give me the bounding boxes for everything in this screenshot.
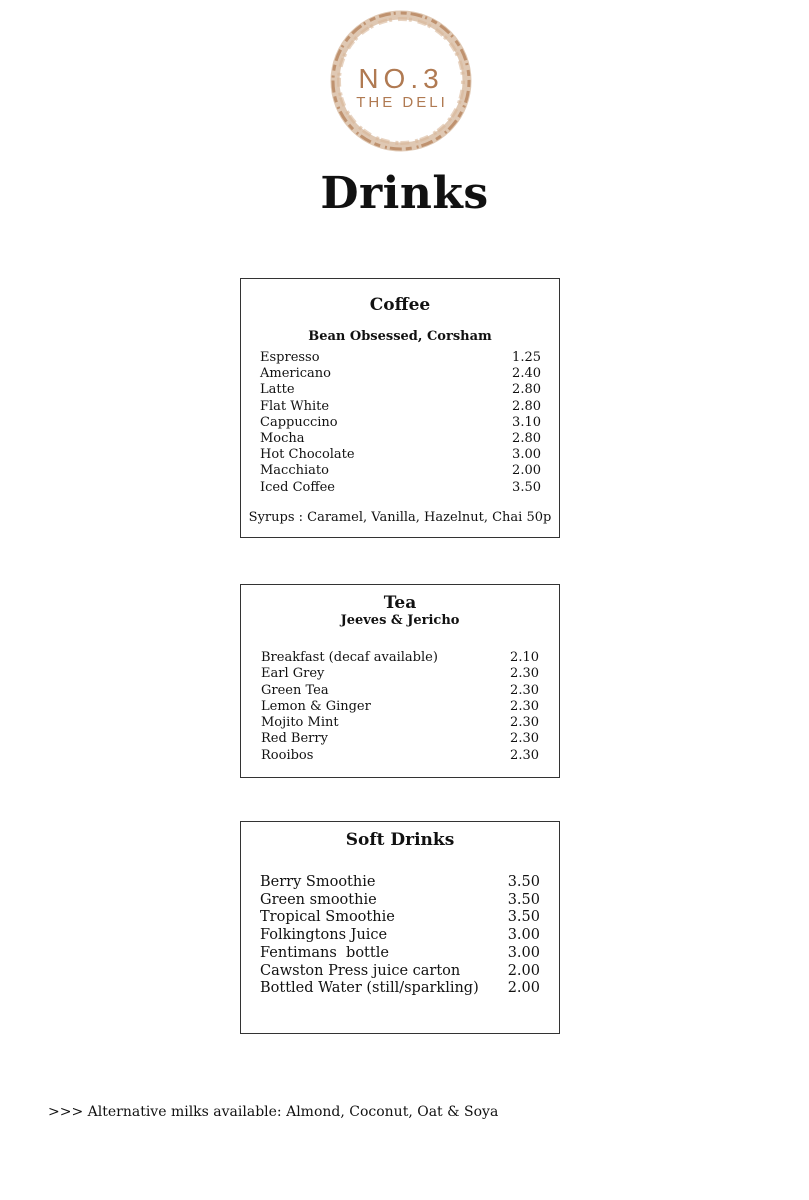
soft-drinks-title: Soft Drinks (345, 830, 455, 850)
item-name: Breakfast (decaf available) (261, 650, 438, 665)
item-price: 2.30 (510, 698, 539, 714)
item-name: Mojito Mint (261, 715, 339, 731)
item-price: 2.80 (512, 398, 541, 414)
logo-line1: NO.3 (358, 63, 444, 94)
item-name: Hot Chocolate (260, 447, 355, 463)
item-name: Green Tea (261, 682, 329, 698)
menu-item (241, 650, 559, 666)
menu-item (241, 699, 559, 715)
menu-item (241, 909, 559, 927)
item-price: 3.50 (507, 891, 540, 908)
logo (326, 6, 476, 156)
item-name: Earl Grey (261, 666, 325, 682)
item-price: 3.50 (512, 479, 541, 495)
menu-item (241, 683, 559, 699)
item-price: 1.25 (512, 350, 541, 365)
tea-supplier: Jeeves & Jericho (340, 613, 460, 628)
tea-item-list (241, 650, 559, 764)
item-price: 2.80 (512, 431, 541, 447)
menu-item (241, 980, 559, 998)
coffee-supplier: Bean Obsessed, Corsham (308, 329, 492, 344)
item-price: 3.00 (507, 944, 540, 961)
menu-item (241, 415, 559, 431)
item-price: 2.00 (507, 962, 540, 979)
item-name: Iced Coffee (260, 479, 335, 495)
item-name: Americano (260, 366, 332, 382)
item-name: Red Berry (261, 731, 328, 747)
item-name: Tropical Smoothie (260, 909, 395, 926)
item-price: 2.10 (510, 650, 539, 665)
menu-item (241, 963, 559, 981)
item-name: Lemon & Ginger (261, 698, 371, 714)
item-name: Flat White (260, 398, 330, 414)
item-name: Espresso (260, 350, 320, 365)
item-price: 3.00 (512, 447, 541, 463)
menu-item (241, 431, 559, 447)
menu-item (241, 748, 559, 764)
item-price: 2.30 (510, 666, 539, 682)
menu-item (241, 399, 559, 415)
item-price: 3.00 (507, 927, 540, 944)
item-name: Berry Smoothie (260, 874, 376, 890)
tea-title: Tea (383, 593, 417, 613)
item-price: 3.10 (512, 414, 541, 430)
item-price: 2.30 (510, 682, 539, 698)
item-price: 2.00 (512, 463, 541, 479)
menu-item (241, 874, 559, 892)
item-price: 2.30 (510, 747, 539, 763)
menu-item (241, 366, 559, 382)
menu-item (241, 382, 559, 398)
item-name: Folkingtons Juice (260, 927, 388, 944)
menu-item (241, 480, 559, 496)
tea-section (240, 584, 560, 778)
item-name: Macchiato (260, 463, 329, 479)
item-price: 3.50 (507, 874, 540, 890)
item-price: 2.80 (512, 382, 541, 398)
item-name: Fentimans bottle (260, 944, 389, 961)
menu-item (241, 927, 559, 945)
item-price: 2.30 (510, 715, 539, 731)
menu-item (241, 350, 559, 366)
item-price: 3.50 (507, 909, 540, 926)
soft-drinks-item-list (241, 874, 559, 998)
item-name: Rooibos (261, 747, 314, 763)
coffee-item-list (241, 350, 559, 496)
coffee-section (240, 278, 560, 538)
menu-item (241, 447, 559, 463)
menu-item (241, 945, 559, 963)
item-price: 2.00 (507, 980, 540, 997)
item-price: 2.40 (512, 366, 541, 382)
item-price: 2.30 (510, 731, 539, 747)
item-name: Green smoothie (260, 891, 377, 908)
item-name: Cappuccino (260, 414, 338, 430)
item-name: Bottled Water (still/sparkling) (260, 980, 479, 997)
coffee-title: Coffee (369, 295, 431, 315)
item-name: Cawston Press juice carton (260, 962, 461, 979)
syrups-note: Syrups : Caramel, Vanilla, Hazelnut, Chai 50p (248, 509, 552, 525)
logo-ring (326, 6, 476, 156)
alternative-milks-note: >>> Alternative milks available: Almond, Coconut, Oat & Soya (48, 1104, 499, 1120)
soft-drinks-section (240, 821, 560, 1034)
item-name: Mocha (260, 431, 305, 447)
logo-line2: THE DELI (356, 94, 448, 111)
menu-item (241, 731, 559, 747)
menu-item (241, 463, 559, 479)
menu-item (241, 715, 559, 731)
page-title: Drinks (320, 168, 489, 219)
menu-item (241, 666, 559, 682)
item-name: Latte (260, 382, 295, 398)
menu-item (241, 892, 559, 910)
